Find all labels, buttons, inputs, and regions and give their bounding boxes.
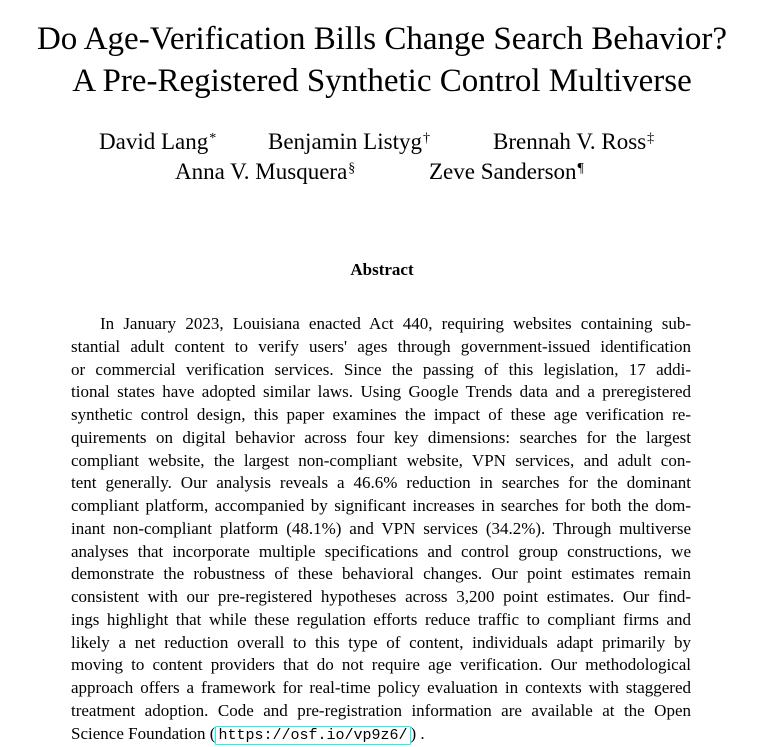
abstract-line: consistent with our pre-registered hypotheses across 3,200 point estimates. Our find-: [71, 587, 691, 606]
abstract-line: tent generally. Our analysis reveals a 46.6% reduction in searches for the dominant: [71, 473, 691, 493]
abstract-line: or commercial verification services. Since the passing of this legislation, 17 addi-: [71, 359, 691, 379]
abstract-line: likely a net reduction overall to this type of content, individuals adapt primarily by: [71, 632, 691, 652]
author-name: Benjamin Listyg: [268, 129, 422, 154]
abstract-line: tional states have adopted similar laws. Using Google Trends data and a preregistered: [71, 382, 691, 402]
abstract-line: compliant website, the largest non-compliant website, VPN services, and adult con-: [71, 450, 691, 470]
abstract-line: In January 2023, Louisiana enacted Act 440, requiring websites containing sub-: [100, 314, 691, 333]
abstract-line: demonstrate the robustness of these behavioral changes. Our point estimates remain: [71, 564, 691, 584]
abstract-last-line: [71, 723, 691, 746]
abstract-body: [71, 313, 691, 745]
author-david-lang: [99, 128, 216, 156]
abstract-last-suffix: ) .: [410, 723, 425, 743]
paper-title: [0, 18, 764, 102]
abstract-line: ings highlight that while these regulation efforts reduce traffic to compliant firms and: [71, 609, 691, 629]
author-name: David Lang: [99, 129, 209, 154]
abstract-line: quirements on digital behavior across four key dimensions: searches for the largest: [71, 427, 691, 447]
title-line-2: A Pre-Registered Synthetic Control Multiverse: [72, 63, 692, 99]
abstract-line: synthetic control design, this paper examines the impact of these age verification re-: [71, 405, 691, 424]
abstract-last-prefix: Science Foundation (: [71, 723, 216, 743]
abstract-line: compliant platform, accompanied by significant increases in searches for both the dom-: [71, 496, 691, 515]
author-name: Anna V. Musquera: [175, 159, 348, 184]
abstract-line: moving to content providers that do not require age verification. Our methodological: [71, 655, 691, 675]
title-line-1: Do Age-Verification Bills Change Search Behavior?: [36, 21, 728, 57]
author-footnote-mark: §: [348, 161, 356, 176]
author-brennah-ross: [493, 128, 654, 156]
author-zeve-sanderson: [429, 158, 584, 186]
author-footnote-mark: ‡: [647, 131, 655, 146]
author-footnote-mark: ¶: [577, 161, 584, 176]
abstract-line: approach offers a framework for real-time policy evaluation in contexts with staggered: [71, 678, 691, 697]
author-name: Brennah V. Ross: [493, 129, 647, 154]
author-footnote-mark: †: [422, 131, 430, 146]
osf-link[interactable]: https://osf.io/vp9z6/: [215, 726, 410, 745]
abstract-line: inant non-compliant platform (48.1%) and VPN services (34.2%). Through multiverse: [71, 518, 691, 538]
author-name: Zeve Sanderson: [429, 159, 577, 184]
abstract-line: treatment adoption. Code and pre-registration information are available at the Open: [71, 700, 691, 720]
abstract-line: stantial adult content to verify users' ages through government-issued identification: [71, 336, 691, 356]
author-footnote-mark: *: [209, 131, 217, 146]
author-benjamin-listyg: [268, 128, 430, 156]
author-anna-musquera: [175, 158, 355, 186]
abstract-heading: Abstract: [350, 260, 414, 279]
abstract-line: analyses that incorporate multiple specifications and control group constructions, we: [71, 541, 691, 561]
